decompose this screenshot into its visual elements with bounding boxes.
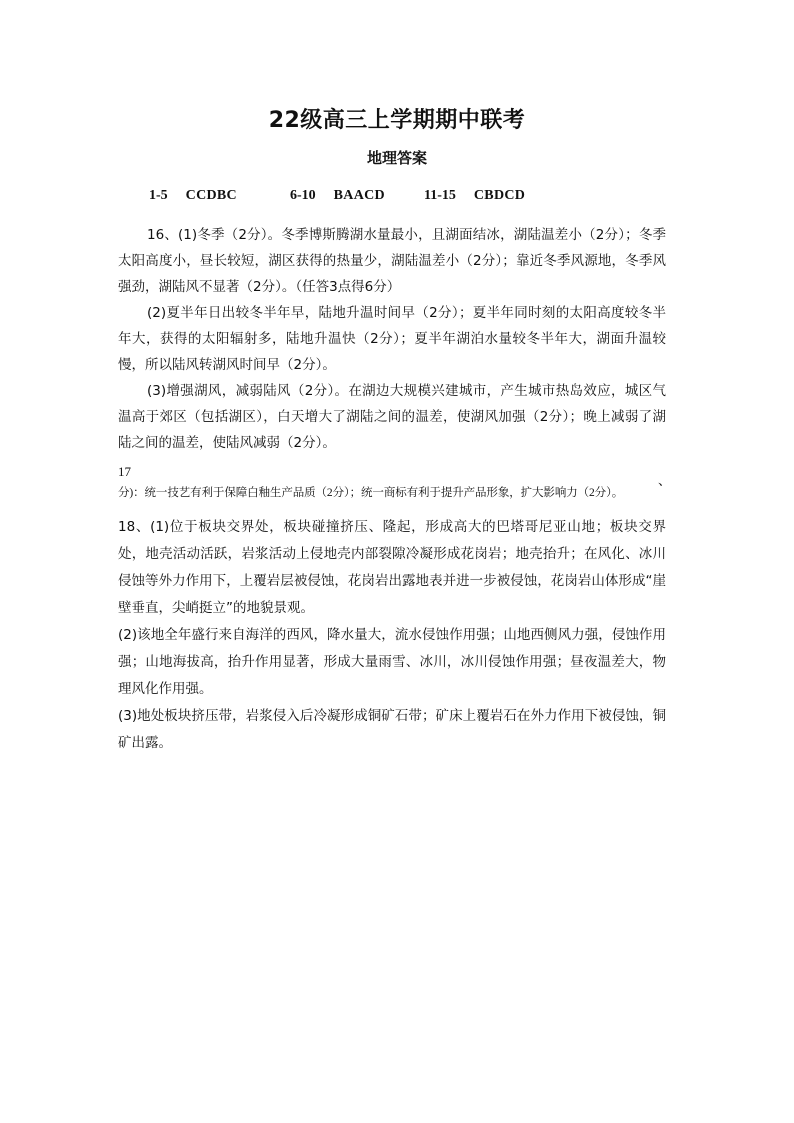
answer-range: 1-5 <box>149 188 168 203</box>
page-title: 22级高三上学期期中联考 <box>268 108 526 133</box>
answer-range: 11-15 <box>424 188 456 203</box>
answer-key: CCDBC <box>185 188 237 203</box>
answer-key: BAACD <box>333 188 385 203</box>
answer-group-6-10 <box>269 172 385 220</box>
answer-group-1-5 <box>128 172 237 220</box>
answer-group-11-15 <box>403 172 525 220</box>
answer-key: CBDCD <box>473 188 526 203</box>
question-18-part-3: (3)地处板块挤压带，岩浆侵入后冷凝形成铜矿石带；矿床上覆岩石在外力作用下被侵蚀，铜矿出露。 <box>118 708 666 751</box>
question-17-line: 分)：统一技艺有利于保障白釉生产品质（2分）；统一商标有利于提升产品形象，扩大影响力（2分）。 <box>118 487 624 499</box>
answer-range: 6-10 <box>290 188 316 203</box>
question-18-part-1: 18、(1)位于板块交界处，板块碰撞挤压、隆起，形成高大的巴塔哥尼亚山地；板块交界处，地壳活动活跃，岩浆活动上侵地壳内部裂隙冷凝形成花岗岩；地壳抬升；在风化、冰川侵蚀等外力作用下，上覆岩层被侵蚀，花岗岩出露地表并进一步被侵蚀，花岗岩山体形成“崖壁垂直，尖峭挺立”的地貌景观。 <box>118 519 666 616</box>
question-16-part-3: (3)增强湖风，减弱陆风（2分）。在湖边大规模兴建城市，产生城市热岛效应，城区气温高于郊区（包括湖区），白天增大了湖陆之间的温差，使湖风加强（2分）；晚上减弱了湖陆之间的温差，使陆风减弱（2分）。 <box>118 383 666 451</box>
question-17-mark: 、 <box>658 473 672 488</box>
choice-answers-row <box>128 172 728 203</box>
question-18-part-2: (2)该地全年盛行来自海洋的西风，降水量大，流水侵蚀作用强；山地西侧风力强，侵蚀作用强；山地海拔高，抬升作用显著，形成大量雨雪、冰川，冰川侵蚀作用强；昼夜温差大，物理风化作用强。 <box>118 627 666 697</box>
question-16-answer <box>118 222 666 456</box>
question-17-number: 17 <box>118 464 131 479</box>
question-16-part-2: (2)夏半年日出较冬半年早，陆地升温时间早（2分）；夏半年同时刻的太阳高度较冬半年大，获得的太阳辐射多，陆地升温快（2分）；夏半年湖泊水量较冬半年大，湖面升温较慢，所以陆风转湖风时间早（2分）。 <box>118 305 666 373</box>
question-18-answer <box>118 514 666 757</box>
question-16-part-1: 16、(1)冬季（2分）。冬季博斯腾湖水量最小，且湖面结冰，湖陆温差小（2分）；冬季太阳高度小，昼长较短，湖区获得的热量少，湖陆温差小（2分）；靠近冬季风源地，冬季风强劲，湖陆风不显著（2分）。（任答3点得6分） <box>118 227 666 295</box>
page-subtitle: 地理答案 <box>366 149 427 167</box>
